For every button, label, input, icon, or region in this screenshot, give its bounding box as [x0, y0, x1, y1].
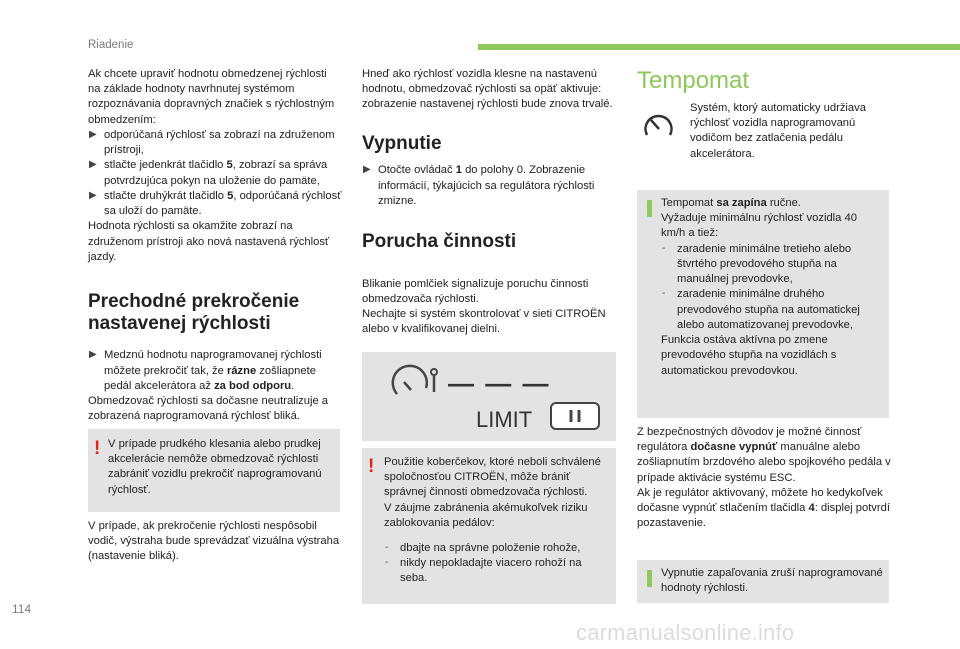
list-item: - zaradenie minimálne druhého prevodového stupňa na automatickej alebo automatizovanej prevodovke,: [662, 288, 860, 331]
arrow-bullet-icon: ▶: [89, 189, 97, 201]
warning-text: V prípade prudkého klesania alebo prudkej akcelerácie nemôže obmedzovač rýchlosti zabrániť vozidlu prekročiť naprogramovanú rýchlosť.: [108, 438, 322, 496]
list-item: ▶ stlačte jedenkrát tlačidlo 5, zobrazí sa správa potvrdzujúca pokyn na uloženie do pamäte,: [89, 159, 328, 187]
list-item: ▶ Medznú hodnotu naprogramovanej rýchlosti môžete prekročiť tak, že rázne zošliapnete pedál akcelerátora až za bod odporu.: [89, 349, 322, 392]
display-dashes: — — —: [448, 368, 551, 398]
arrow-bullet-icon: ▶: [89, 349, 97, 361]
paragraph: V prípade, ak prekročenie rýchlosti nespôsobil vodič, výstraha bude sprevádzať vizuálna výstraha (nastavenie bliká).: [88, 520, 340, 563]
paragraph: Ak chcete upraviť hodnotu obmedzenej rýchlosti na základe hodnoty navrhnutej systémom rozpoznávania dopravných značiek s rýchlostným obmedzením:: [88, 68, 335, 126]
section-heading: Prechodné prekročenie nastavenej rýchlosti: [88, 291, 300, 334]
list-item: - zaradenie minimálne tretieho alebo štvrtého prevodového stupňa na manuálnej prevodovke,: [662, 242, 852, 286]
list-item: ▶ odporúčaná rýchlosť sa zobrazí na združenom prístroji,: [89, 128, 335, 157]
warning-icon: !: [368, 456, 375, 477]
info-icon: [647, 570, 652, 587]
warning-box: [362, 448, 616, 604]
column-2: [362, 67, 616, 338]
paragraph: Hneď ako rýchlosť vozidla klesne na nastavenú hodnotu, obmedzovač rýchlosti sa opäť aktivuje: zobrazenie nastavenej rýchlosti bude znova trvalé.: [362, 68, 613, 111]
arrow-bullet-icon: ▶: [363, 164, 371, 176]
info-box: [637, 190, 889, 418]
list-item: - nikdy nepokladajte viacero rohoží na seba.: [385, 557, 582, 585]
display-illustration: [362, 352, 616, 441]
list-item: ▶ Otočte ovládač 1 do polohy 0. Zobrazenie informácií, týkajúcich sa regulátora rýchlosti zmizne.: [363, 164, 595, 207]
info-icon: [647, 200, 652, 217]
list-item: - dbajte na správne položenie rohože,: [385, 542, 581, 554]
section-heading: Vypnutie: [362, 132, 442, 154]
watermark: carmanualsonline.info: [576, 620, 795, 645]
warning-icon: !: [94, 438, 101, 459]
paragraph: Blikanie pomlčiek signalizuje poruchu činnosti obmedzovača rýchlosti. Nechajte si systém skontrolovať v sieti CITROËN alebo v kvalifikovanej dielni.: [362, 277, 606, 336]
list-item: ▶ stlačte druhýkrát tlačidlo 5, odporúčaná rýchlosť sa uloží do pamäte.: [89, 189, 342, 218]
paragraph: Z bezpečnostných dôvodov je možné činnosť regulátora dočasne vypnúť manuálne alebo zošliapnutím brzdového alebo spojkového pedála v prípade aktivácie systému ESC. Ak je regulátor aktivovaný, môžete ho kedykoľvek dočasne vypnúť stlačením tlačidla 4: displej potvrdí pozastavenie.: [637, 426, 891, 530]
column-1: [88, 67, 342, 425]
arrow-bullet-icon: ▶: [89, 128, 97, 140]
arrow-bullet-icon: ▶: [89, 159, 97, 171]
display-limit-label: LIMIT: [476, 407, 533, 432]
info-box: [637, 560, 889, 603]
paragraph: Obmedzovač rýchlosti sa dočasne neutralizuje a zobrazená naprogramovaná rýchlosť bliká.: [88, 395, 329, 423]
section-bar: [478, 44, 960, 50]
cruise-control-icon: [642, 111, 676, 141]
section-title: Riadenie: [88, 39, 134, 51]
warning-text: Použitie koberčekov, ktoré neboli schválené spoločnosťou CITROËN, môže brániť správnej činnosti obmedzovača rýchlosti. V záujme zabránenia akémukoľvek riziku zablokovania pedálov:: [384, 456, 601, 529]
warning-list: [384, 541, 610, 587]
warning-box: [88, 429, 340, 512]
paragraph: Hodnota rýchlosti sa okamžite zobrazí na združenom prístroji ako nová nastavená rýchlosť jazdy.: [88, 220, 330, 263]
section-heading: Porucha činnosti: [362, 231, 517, 253]
page-number: 114: [12, 602, 32, 616]
paragraph: Systém, ktorý automaticky udržiava rýchlosť vozidla naprogramovanú vodičom bez zatlačenia pedálu akcelerátora.: [690, 102, 866, 160]
info-text: Vypnutie zapaľovania zruší naprogramované hodnoty rýchlosti.: [661, 567, 883, 595]
page-title: Tempomat: [637, 67, 750, 94]
info-text: Tempomat sa zapína ručne. Vyžaduje minimálnu rýchlosť vozidla 40 km/h a tiež: - zaradenie minimálne tretieho alebo štvrtého prevodového stupňa na manuálnej prevodovke, - zaradenie minimálne druhého prevodového stupňa na automatickej alebo automatizovanej prevodovke, Funkcia ostáva aktívna po zmene prevodového stupňa na vozidlách s automatickou prevodovkou.: [661, 196, 883, 379]
